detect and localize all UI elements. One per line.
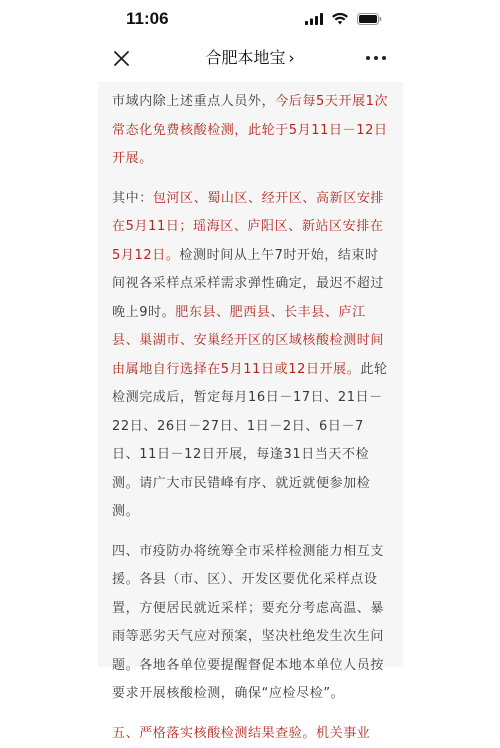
- highlight-text: 今后每5天开展1次常态化免费核酸检测，此轮于5月11日－12日开展。: [112, 94, 388, 166]
- status-icons: [305, 13, 382, 25]
- highlight-text: 肥东县、肥西县、长丰县、庐江县、巢湖市、安巢经开区的区域核酸检测时间由属地自行选择在5月11日或12日开展。: [112, 305, 384, 377]
- status-time: 11:06: [126, 9, 169, 29]
- article-body: [98, 82, 403, 748]
- more-button[interactable]: [366, 52, 390, 64]
- article-content[interactable]: [98, 82, 403, 667]
- nav-bar: [0, 40, 500, 80]
- paragraph-3: [112, 538, 391, 709]
- battery-icon: [357, 13, 382, 25]
- page-title[interactable]: [0, 45, 500, 68]
- page-title-text: 合肥本地宝: [205, 48, 285, 67]
- signal-icon: [305, 13, 323, 25]
- paragraph-2: [112, 185, 391, 527]
- paragraph-4: [112, 720, 391, 748]
- chevron-right-icon: ›: [289, 49, 295, 67]
- paragraph-1: [112, 88, 391, 174]
- highlight-text: 五、严格落实核酸检测结果查验。机关事业: [112, 726, 370, 741]
- wifi-icon: [332, 13, 348, 25]
- highlight-text: 包河区、蜀山区、经开区、高新区安排在5月11日；瑶海区、庐阳区、新站区安排在5月12日。: [112, 191, 384, 263]
- paragraph-text: 检测时间从上午7时开始，结束时间视各采样点采样需求弹性确定，最迟不超过晚上9时。: [112, 248, 384, 320]
- status-bar: [0, 0, 500, 40]
- paragraph-text: 四、市疫防办将统筹全市采样检测能力相互支援。各县（市、区）、开发区要优化采样点设置，方便居民就近采样；要充分考虑高温、暴雨等恶劣天气应对预案，坚决杜绝发生次生问题。各地各单位要提醒督促本地本单位人员按要求开展核酸检测，确保“应检尽检”。: [112, 544, 384, 702]
- more-icon-dot: [366, 56, 370, 60]
- more-icon-dot: [374, 56, 378, 60]
- more-icon-dot: [382, 56, 386, 60]
- paragraph-text: 其中：: [112, 191, 153, 206]
- paragraph-text: 此轮检测完成后，暂定每月16日－17日、21日－22日、26日－27日、1日－2日、6日－7日、11日－12日开展，每逢31日当天不检测。请广大市民错峰有序、就近就便参加检测。: [112, 362, 388, 520]
- paragraph-text: 市域内除上述重点人员外，: [112, 94, 275, 109]
